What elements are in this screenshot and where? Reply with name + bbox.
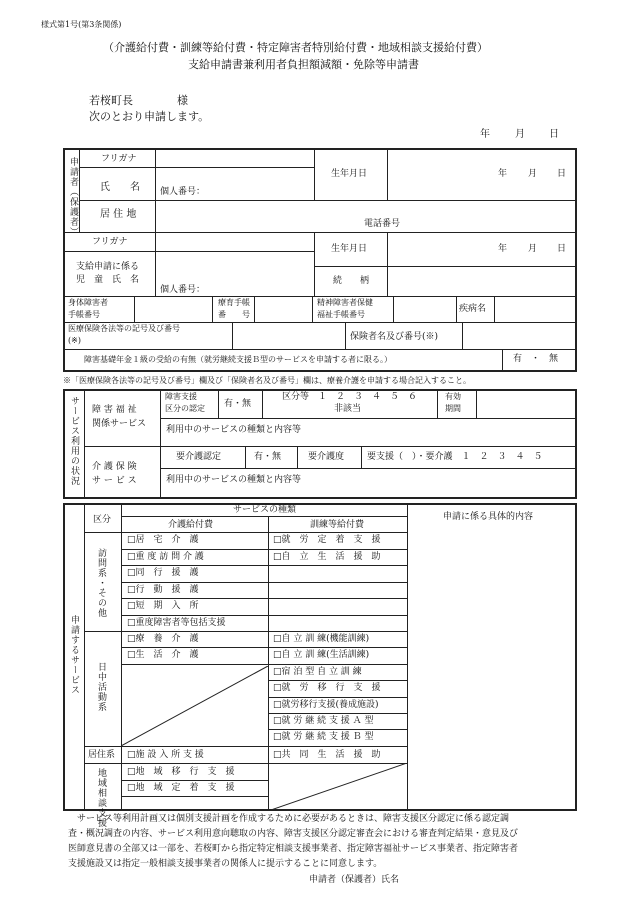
care-insurance-label-l2: サ ー ビ ス bbox=[92, 476, 137, 486]
visit-training-item[interactable]: □就 労 定 着 支 援 bbox=[273, 535, 381, 545]
care-degree-scale[interactable]: 要支援（ ）・要介護 １ ２ ３ ４ ５ bbox=[367, 452, 543, 462]
day-care-item[interactable]: □療 養 介 護 bbox=[127, 634, 199, 644]
support-class-cert-l2: 区分の認定 bbox=[165, 404, 205, 413]
services-training-header: 訓練等給付費 bbox=[310, 520, 365, 530]
applicant-furigana-label: フリガナ bbox=[101, 154, 137, 164]
day-care-item[interactable]: □生 活 介 護 bbox=[127, 650, 199, 661]
support-class-na[interactable]: 非該当 bbox=[334, 404, 362, 414]
services-kind-header: サービスの種類 bbox=[233, 505, 297, 515]
applicant-phone-label: 電話番号 bbox=[364, 219, 401, 229]
visit-care-item[interactable]: □居 宅 介 護 bbox=[127, 535, 199, 545]
child-birth-year: 年 bbox=[498, 244, 508, 254]
services-section-label: 申請するサービス bbox=[69, 615, 79, 695]
child-my-number-label: 個人番号： bbox=[160, 285, 206, 295]
community-item-2[interactable]: □地 域 定 着 支 援 bbox=[127, 783, 235, 793]
signature-label: 申請者（保護者）氏名 bbox=[309, 875, 400, 885]
category-residence-label: 居住系 bbox=[88, 750, 116, 760]
child-birth-label: 生年月日 bbox=[331, 244, 368, 254]
applicant-birth-month: 月 bbox=[528, 169, 538, 179]
support-class-cert-choice[interactable]: 有・無 bbox=[224, 399, 252, 409]
disease-label: 疾病名 bbox=[459, 304, 487, 314]
applicant-birth-year: 年 bbox=[498, 169, 508, 179]
physical-handbook-label-l2: 手帳番号 bbox=[68, 310, 100, 319]
child-birth-day: 日 bbox=[557, 244, 567, 254]
support-class-scale[interactable]: 区分等 １ ２ ３ ４ ５ ６ bbox=[282, 392, 418, 402]
consent-line-1: サービス等利用計画又は個別支援計画を作成するために必要があるときは、障害支援区分認定に係る認定調 bbox=[68, 814, 510, 824]
applicant-my-number-label: 個人番号： bbox=[160, 187, 206, 197]
date-month-label: 月 bbox=[515, 129, 525, 140]
residence-training-item[interactable]: □共 同 生 活 援 助 bbox=[273, 750, 381, 760]
addressee: 若桜町長 様 bbox=[89, 94, 188, 107]
category-visit-label: 訪問系・その他 bbox=[96, 548, 106, 618]
welfare-services-label-l1: 障 害 福 祉 bbox=[92, 405, 137, 415]
visit-care-item[interactable]: □行 動 援 護 bbox=[127, 584, 199, 595]
visit-care-item[interactable]: □短 期 入 所 bbox=[127, 601, 199, 611]
day-training-item[interactable]: □自 立 訓 練(機能訓練) bbox=[273, 634, 370, 644]
care-insurance-label-l1: 介 護 保 険 bbox=[92, 462, 137, 472]
rehab-handbook-label-l2: 番 号 bbox=[218, 310, 250, 319]
pension-choice[interactable]: 有 ・ 無 bbox=[513, 354, 559, 364]
child-birth-month: 月 bbox=[528, 244, 538, 254]
category-community-label: 地域相談支援 bbox=[96, 768, 106, 828]
welfare-current-services: 利用中のサービスの種類と内容等 bbox=[166, 425, 302, 435]
consent-line-3: 医師意見書の全部又は一部を、若桜町から指定特定相談支援事業者、指定障害福祉サービス事業者、指定障害者 bbox=[68, 844, 519, 854]
usage-section-label: サービス利用の状況 bbox=[69, 396, 79, 486]
welfare-services-label-l2: 関係サービス bbox=[92, 419, 147, 429]
usage-status-table bbox=[63, 389, 577, 499]
child-furigana-label: フリガナ bbox=[92, 237, 128, 247]
date-day-label: 日 bbox=[549, 129, 559, 140]
applicant-section-label: 申請者（保護者） bbox=[68, 157, 78, 237]
visit-care-item[interactable]: □重度障害者等包括支援 bbox=[127, 617, 226, 628]
services-care-header: 介護給付費 bbox=[168, 520, 214, 530]
rehab-handbook-label-l1: 療育手帳 bbox=[218, 298, 250, 307]
medical-insurance-label-l2: (※) bbox=[68, 336, 81, 345]
intro-text: 次のとおり申請します。 bbox=[89, 110, 210, 123]
services-detail-header: 申請に係る具体的内容 bbox=[443, 512, 534, 522]
applicant-birth-day: 日 bbox=[557, 169, 567, 179]
medical-insurance-label-l1: 医療保険各法等の記号及び番号 bbox=[68, 324, 180, 333]
visit-training-item[interactable]: □自 立 生 活 援 助 bbox=[273, 551, 381, 562]
day-training-item[interactable]: □就 労 継 続 支 援 Ａ 型 bbox=[273, 716, 374, 726]
pension-label: 障害基礎年金１級の受給の有無（就労継続支援Ｂ型のサービスを申請する者に限る。） bbox=[84, 355, 392, 364]
valid-period-label-l1: 有効 bbox=[445, 392, 461, 401]
services-category-header: 区分 bbox=[93, 515, 112, 525]
day-training-item[interactable]: □就 労 移 行 支 援 bbox=[273, 683, 381, 694]
diagonal-slash-community bbox=[268, 763, 407, 811]
consent-line-4: 支援施設又は指定一般相談支援事業者の関係人に提示することに同意します。 bbox=[68, 859, 383, 869]
applicant-address-label: 居 住 地 bbox=[100, 209, 137, 220]
child-name-label-line2: 児 童 氏 名 bbox=[76, 275, 140, 285]
applicant-birth-label: 生年月日 bbox=[331, 169, 368, 179]
mental-handbook-label-l2: 福祉手帳番号 bbox=[317, 310, 365, 319]
day-training-item[interactable]: □就労移行支援(養成施設) bbox=[273, 699, 379, 710]
insurer-label: 保険者名及び番号(※) bbox=[350, 332, 439, 342]
category-day-activity-label: 日中活動系 bbox=[96, 662, 106, 712]
applicant-name-label: 氏 名 bbox=[100, 182, 140, 193]
day-training-item[interactable]: □就 労 継 続 支 援 Ｂ 型 bbox=[273, 732, 374, 743]
day-training-item[interactable]: □宿 泊 型 自 立 訓 練 bbox=[273, 666, 362, 677]
physical-handbook-label-l1: 身体障害者 bbox=[68, 298, 108, 307]
applicant-table bbox=[63, 148, 577, 372]
mental-handbook-label-l1: 精神障害者保健 bbox=[317, 298, 373, 307]
form-number: 様式第1号(第3条関係) bbox=[41, 20, 122, 29]
child-name-label-line1: 支給申請に係る bbox=[76, 262, 140, 272]
valid-period-label-l2: 期間 bbox=[445, 404, 461, 413]
medical-note: ※「医療保険各法等の記号及び番号」欄及び「保険者名及び番号」欄は、療養介護を申請する場合記入すること。 bbox=[63, 376, 471, 385]
child-relation-label: 続 柄 bbox=[333, 276, 370, 286]
visit-care-item[interactable]: □重 度 訪 問 介 護 bbox=[127, 551, 204, 562]
diagonal-slash bbox=[121, 666, 269, 746]
day-training-item[interactable]: □自 立 訓 練(生活訓練) bbox=[273, 650, 370, 661]
form-title-line1: （介護給付費・訓練等給付費・特定障害者特別給付費・地域相談支援給付費） bbox=[103, 41, 488, 54]
consent-line-2: 査・概況調査の内容、サービス利用意向聴取の内容、障害支援区分認定審査会における審査判定結果・意見及び bbox=[68, 829, 519, 839]
care-cert-label: 要介護認定 bbox=[176, 452, 222, 462]
form-title-line2: 支給申請書兼利用者負担額減額・免除等申請書 bbox=[188, 58, 419, 71]
care-current-services: 利用中のサービスの種類と内容等 bbox=[166, 475, 302, 485]
support-class-cert-l1: 障害支援 bbox=[165, 392, 197, 401]
care-cert-choice[interactable]: 有・無 bbox=[254, 452, 282, 462]
date-year-label: 年 bbox=[480, 129, 490, 140]
visit-care-item[interactable]: □同 行 援 護 bbox=[127, 568, 199, 578]
residence-care-item[interactable]: □施 設 入 所 支 援 bbox=[127, 750, 204, 760]
care-degree-label: 要介護度 bbox=[308, 452, 345, 462]
community-item-1[interactable]: □地 域 移 行 支 援 bbox=[127, 767, 235, 777]
